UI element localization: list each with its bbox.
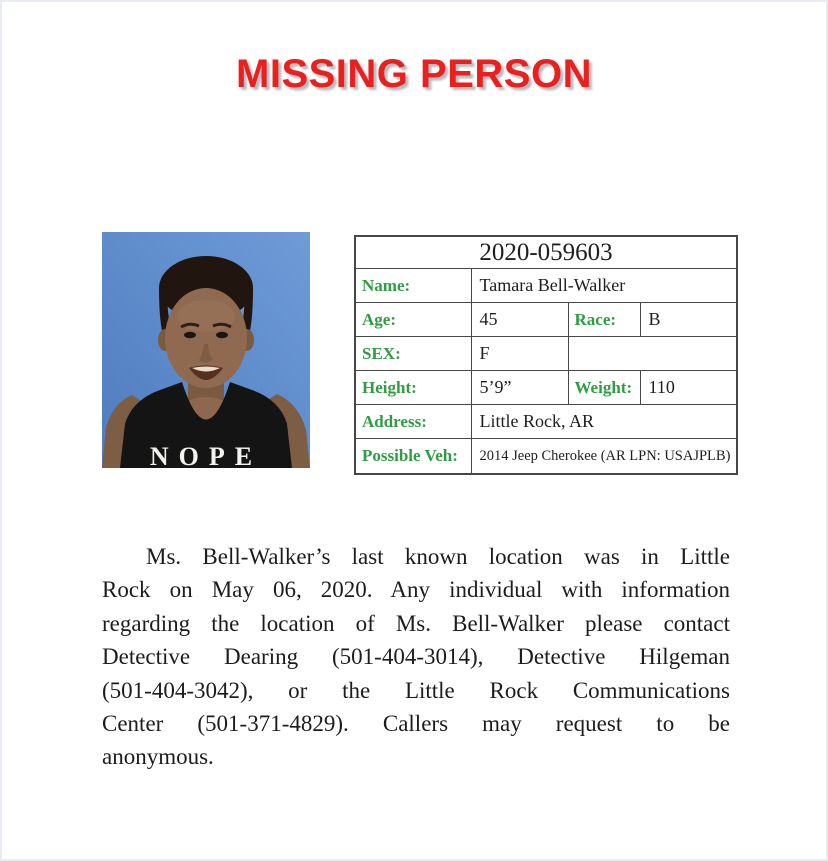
table-row-name [355, 269, 737, 303]
age-label: Age: [355, 303, 471, 337]
forehead-highlight [177, 300, 235, 332]
right-eye [216, 332, 228, 338]
height-label: Height: [355, 371, 471, 405]
page-title: MISSING PERSON [236, 52, 592, 96]
portrait-illustration [102, 232, 310, 468]
empty-cell [568, 337, 737, 371]
paragraph-line: Detective Dearing (501-404-3014), Detective Hilgeman [102, 644, 730, 670]
case-number: 2020-059603 [355, 236, 737, 269]
table-row-height-weight [355, 371, 737, 405]
missing-person-photo [102, 232, 310, 468]
paragraph-line: Ms. Bell-Walker’s last known location was in Little [146, 544, 730, 569]
weight-value: 110 [640, 371, 737, 405]
address-value: Little Rock, AR [471, 405, 737, 439]
table-row-address [355, 405, 737, 439]
vehicle-label: Possible Veh: [355, 439, 471, 475]
race-label: Race: [568, 303, 640, 337]
weight-label: Weight: [568, 371, 640, 405]
paragraph-line: anonymous. [102, 744, 214, 770]
race-value: B [640, 303, 737, 337]
paragraph-line: Rock on May 06, 2020. Any individual with information [102, 577, 730, 603]
shirt-text: NOPE [149, 442, 263, 468]
paragraph-line: (501-404-3042), or the Little Rock Communications [102, 677, 730, 703]
name-label: Name: [355, 269, 471, 303]
table-row-age-race [355, 303, 737, 337]
vehicle-value: 2014 Jeep Cherokee (AR LPN: USAJPLB) [471, 439, 737, 475]
height-value: 5’9” [471, 371, 568, 405]
table-row-sex [355, 337, 737, 371]
name-value: Tamara Bell-Walker [471, 269, 737, 303]
paragraph-line: Center (501-371-4829). Callers may request to be [102, 711, 730, 737]
age-value: 45 [471, 303, 568, 337]
description-paragraph [102, 540, 730, 774]
address-label: Address: [355, 405, 471, 439]
sex-value: F [471, 337, 568, 371]
table-row-vehicle [355, 439, 737, 475]
case-info-table [354, 235, 738, 475]
sex-label: SEX: [355, 337, 471, 371]
left-eye [184, 332, 196, 338]
paragraph-line: regarding the location of Ms. Bell-Walker please contact [102, 610, 730, 636]
table-row-case-number [355, 236, 737, 269]
